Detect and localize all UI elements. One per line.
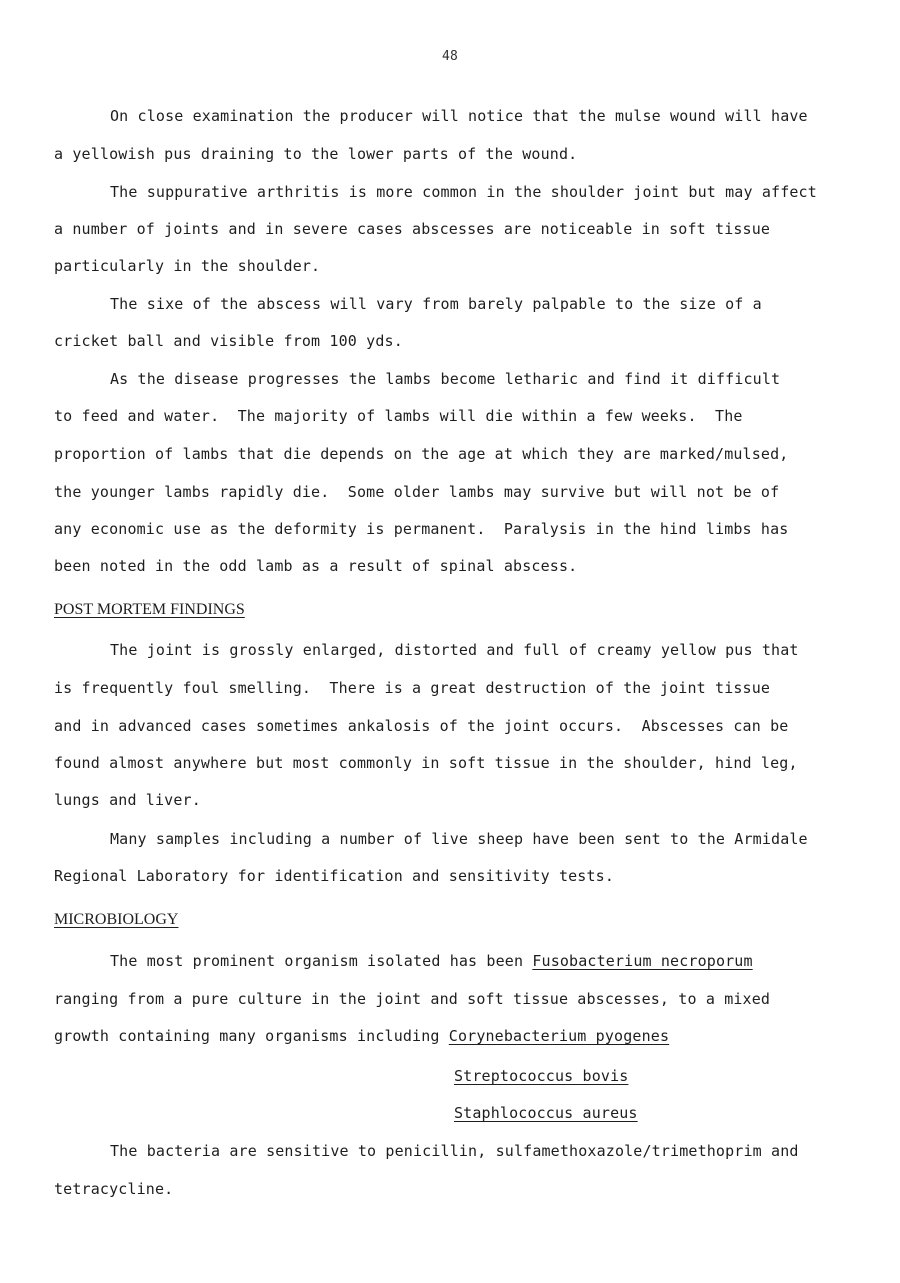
organism-fusobacterium: Fusobacterium necroporum	[532, 952, 753, 970]
paragraph-5-line-4: found almost anywhere but most commonly in soft tissue in the shoulder, hind leg,	[54, 754, 798, 772]
organism-corynebacterium: Corynebacterium pyogenes	[448, 1027, 670, 1045]
paragraph-4-line-3: proportion of lambs that die depends on the age at which they are marked/mulsed,	[54, 445, 789, 463]
paragraph-6-line-2: Regional Laboratory for identification and sensitivity tests.	[54, 867, 615, 885]
paragraph-2-line-1: The suppurative arthritis is more common in the shoulder joint but may affect	[110, 183, 817, 201]
heading-post-mortem-findings: POST MORTEM FINDINGS	[54, 601, 245, 618]
organism-streptococcus: Streptococcus bovis	[454, 1067, 629, 1085]
paragraph-7-line-3	[54, 1026, 669, 1046]
paragraph-2-line-3: particularly in the shoulder.	[54, 257, 321, 275]
paragraph-4-line-4: the younger lambs rapidly die. Some older lambs may survive but will not be of	[54, 483, 780, 501]
organism-staphlococcus: Staphlococcus aureus	[454, 1104, 638, 1122]
paragraph-4-line-1: As the disease progresses the lambs become letharic and find it difficult	[110, 370, 781, 388]
paragraph-8-line-2: tetracycline.	[54, 1180, 174, 1198]
paragraph-4-line-2: to feed and water. The majority of lambs will die within a few weeks. The	[54, 407, 743, 425]
paragraph-3-line-1: The sixe of the abscess will vary from barely palpable to the size of a	[110, 295, 762, 313]
paragraph-1-line-2: a yellowish pus draining to the lower parts of the wound.	[54, 145, 578, 163]
paragraph-2-line-2: a number of joints and in severe cases abscesses are noticeable in soft tissue	[54, 220, 771, 238]
paragraph-8-line-1: The bacteria are sensitive to penicillin, sulfamethoxazole/trimethoprim and	[110, 1142, 799, 1160]
paragraph-3-line-2: cricket ball and visible from 100 yds.	[54, 332, 403, 350]
paragraph-7-line-2: ranging from a pure culture in the joint and soft tissue abscesses, to a mixed	[54, 990, 771, 1008]
paragraph-4-line-5: any economic use as the deformity is permanent. Paralysis in the hind limbs has	[54, 520, 789, 538]
heading-microbiology: MICROBIOLOGY	[54, 911, 179, 928]
paragraph-6-line-1: Many samples including a number of live sheep have been sent to the Armidale	[110, 830, 808, 848]
paragraph-5-line-5: lungs and liver.	[54, 791, 201, 809]
paragraph-7-line-1	[110, 951, 753, 971]
paragraph-4-line-6: been noted in the odd lamb as a result of spinal abscess.	[54, 557, 578, 575]
paragraph-7-line-3-text: growth containing many organisms including	[54, 1027, 449, 1045]
paragraph-7-line-1-text: The most prominent organism isolated has been	[110, 952, 533, 970]
paragraph-1-line-1: On close examination the producer will notice that the mulse wound will have	[110, 107, 808, 125]
paragraph-5-line-3: and in advanced cases sometimes ankalosis of the joint occurs. Abscesses can be	[54, 717, 789, 735]
paragraph-5-line-1: The joint is grossly enlarged, distorted and full of creamy yellow pus that	[110, 641, 799, 659]
paragraph-5-line-2: is frequently foul smelling. There is a great destruction of the joint tissue	[54, 679, 771, 697]
page-number: 48	[442, 49, 458, 64]
